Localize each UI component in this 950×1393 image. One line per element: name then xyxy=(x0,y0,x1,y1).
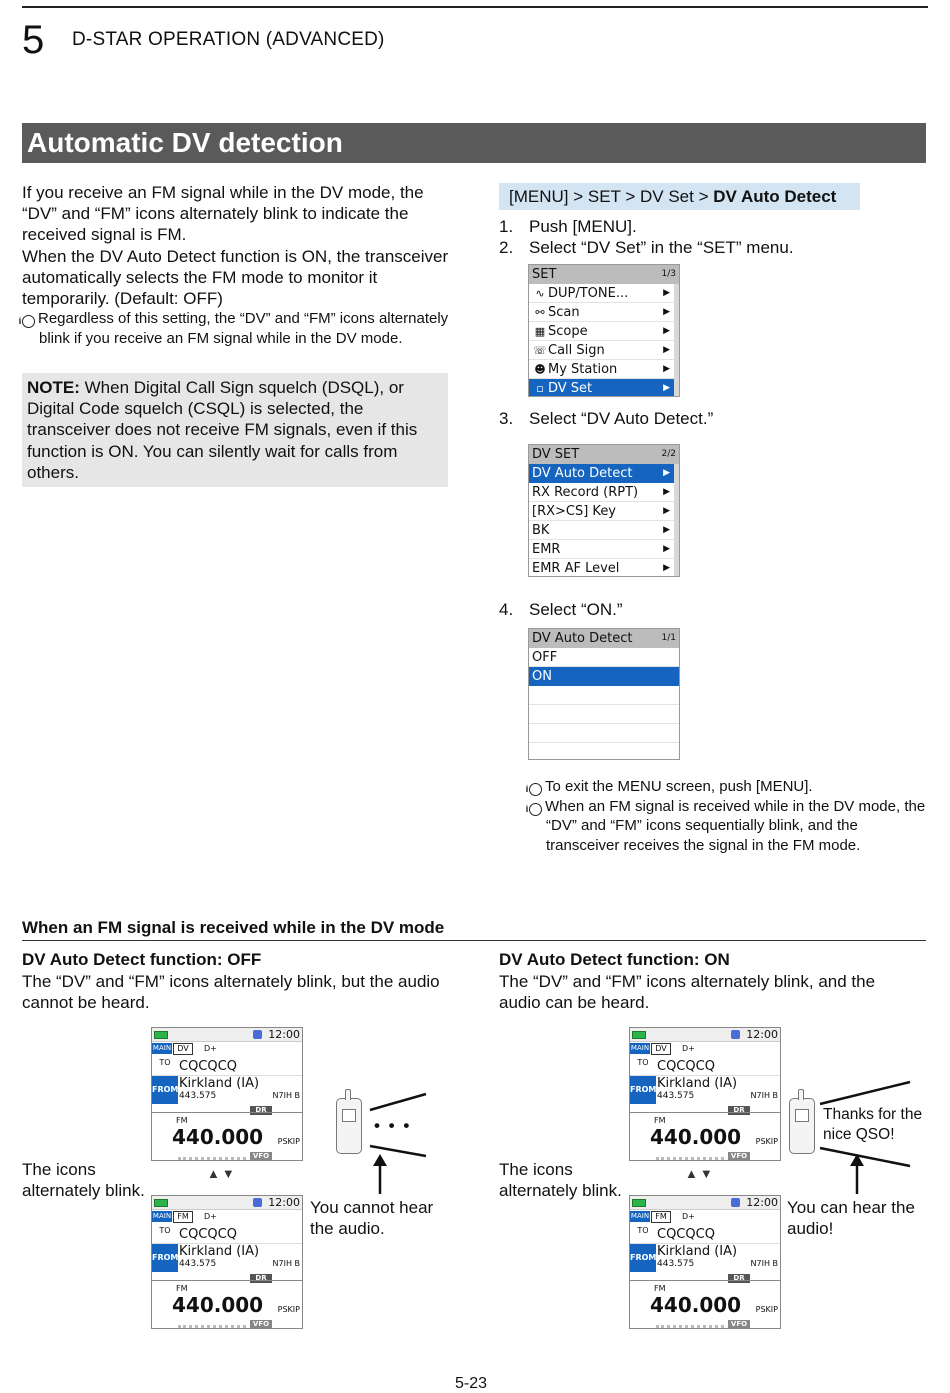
gps-icon xyxy=(731,1030,740,1039)
chapter-title: D-STAR OPERATION (ADVANCED) xyxy=(72,29,385,50)
screen-header: DV Auto Detect 1/1 xyxy=(529,629,679,648)
chevron-right-icon: ▶ xyxy=(663,525,670,535)
s-meter xyxy=(178,1325,246,1328)
to-call: CQCQCQ xyxy=(657,1059,715,1074)
gps-icon xyxy=(731,1198,740,1207)
intro-p2: When the DV Auto Detect function is ON, the transceiver automatically selects the FM mode to monitor it temporarily. (Default: OFF) xyxy=(22,246,449,309)
info-icon: i xyxy=(22,315,35,328)
binoculars-icon: ⚯ xyxy=(535,306,545,319)
mode-icon: DV xyxy=(173,1043,193,1055)
left-icons-label: The icons alternately blink. xyxy=(22,1160,145,1201)
handheld-transceiver-icon xyxy=(789,1098,815,1154)
from-freq: 443.575 xyxy=(657,1091,695,1101)
vfo-badge: VFO xyxy=(250,1152,272,1161)
vfo-badge: VFO xyxy=(728,1152,750,1161)
to-row xyxy=(630,1058,780,1076)
step-4: 4. Select “ON.” xyxy=(499,600,623,619)
call-sign-icon: ☏ xyxy=(533,344,547,357)
gps-icon xyxy=(253,1198,262,1207)
chevron-right-icon: ▶ xyxy=(663,345,670,355)
info-icon: i xyxy=(529,803,542,816)
battery-icon xyxy=(632,1199,646,1207)
dplus-indicator: D+ xyxy=(204,1212,217,1221)
pskip-indicator: PSKIP xyxy=(277,1137,300,1146)
menu-item-call-sign[interactable]: ☏Call Sign ▶ xyxy=(529,341,679,360)
dr-badge: DR xyxy=(728,1274,750,1283)
scrollbar[interactable] xyxy=(674,464,679,576)
step-3: 3. Select “DV Auto Detect.” xyxy=(499,409,714,428)
menu-item-rx-record[interactable]: RX Record (RPT) ▶ xyxy=(529,483,679,502)
to-label: TO xyxy=(637,1058,649,1067)
right-desc: The “DV” and “FM” icons alternately blink, and the audio can be heard. xyxy=(499,972,876,1013)
chevron-right-icon: ▶ xyxy=(663,506,670,516)
dv-icon: ▫ xyxy=(536,382,544,395)
silence-dots: • • • xyxy=(374,1116,412,1135)
menu-item-scope[interactable]: ▦ Scope ▶ xyxy=(529,322,679,341)
chevron-right-icon: ▶ xyxy=(663,383,670,393)
swap-arrows: ▲▼ xyxy=(685,1166,715,1181)
from-freq: 443.575 xyxy=(179,1259,217,1269)
mode-icon: FM xyxy=(651,1211,671,1223)
menu-item-my-station[interactable]: ☻ My Station ▶ xyxy=(529,360,679,379)
left-desc: The “DV” and “FM” icons alternately blink, but the audio cannot be heard. xyxy=(22,972,440,1013)
to-label: TO xyxy=(637,1226,649,1235)
sub-mode: FM xyxy=(654,1284,666,1293)
info-icon: i xyxy=(529,783,542,796)
section-title: When an FM signal is received while in the DV mode xyxy=(22,918,445,937)
from-name: Kirkland (IA) xyxy=(657,1076,738,1091)
intro-p1: If you receive an FM signal while in the DV mode, the “DV” and “FM” icons alternately blink to indicate the received signal is FM. xyxy=(22,183,424,245)
empty-row xyxy=(529,724,679,743)
vfo-badge: VFO xyxy=(728,1320,750,1329)
page-number: 5-23 xyxy=(455,1375,488,1392)
menu-item-emr-af-level[interactable]: EMR AF Level ▶ xyxy=(529,559,679,577)
gps-icon xyxy=(253,1030,262,1039)
mode-row xyxy=(630,1210,780,1226)
left-heading: DV Auto Detect function: OFF xyxy=(22,950,262,969)
sub-frequency: 440.000 xyxy=(650,1125,742,1149)
to-call: CQCQCQ xyxy=(179,1227,237,1242)
s-meter xyxy=(656,1157,724,1160)
sub-frequency: 440.000 xyxy=(172,1293,264,1317)
chevron-right-icon: ▶ xyxy=(663,307,670,317)
mode-row xyxy=(152,1210,302,1226)
status-bar xyxy=(152,1196,302,1210)
swap-arrows: ▲▼ xyxy=(207,1166,237,1181)
status-bar xyxy=(630,1196,780,1210)
right-caption: You can hear the audio! xyxy=(787,1198,915,1239)
battery-icon xyxy=(154,1199,168,1207)
scope-icon: ▦ xyxy=(534,325,546,338)
option-off[interactable]: OFF xyxy=(529,648,679,667)
dplus-indicator: D+ xyxy=(204,1044,217,1053)
radio-display-fm xyxy=(151,1195,303,1329)
from-callsign: N7IH B xyxy=(272,1091,300,1100)
mode-icon: DV xyxy=(651,1043,671,1055)
chapter-number: 5 xyxy=(22,18,45,62)
menu-path: [MENU] > SET > DV Set > DV Auto Detect xyxy=(499,183,860,210)
clock: 12:00 xyxy=(268,1196,300,1209)
dv-set-screen xyxy=(528,444,680,577)
tip-fm: i When an FM signal is received while in the DV mode, the “DV” and “FM” icons sequentially blink, and the transceiver receives the signal in the FM mode. xyxy=(525,797,926,854)
screen-header: DV SET 2/2 xyxy=(529,445,679,464)
right-heading: DV Auto Detect function: ON xyxy=(499,950,730,969)
dr-badge: DR xyxy=(250,1106,272,1115)
battery-icon xyxy=(632,1031,646,1039)
mode-row xyxy=(630,1042,780,1058)
sub-frequency: 440.000 xyxy=(172,1125,264,1149)
menu-item-bk[interactable]: BK ▶ xyxy=(529,521,679,540)
dr-badge: DR xyxy=(728,1106,750,1115)
from-freq: 443.575 xyxy=(179,1091,217,1101)
header-rule xyxy=(22,6,928,8)
from-row xyxy=(152,1076,302,1114)
mode-row xyxy=(152,1042,302,1058)
to-row xyxy=(152,1226,302,1244)
from-name: Kirkland (IA) xyxy=(179,1076,260,1091)
note-label: NOTE: xyxy=(27,378,80,397)
clock: 12:00 xyxy=(268,1028,300,1041)
dr-badge: DR xyxy=(250,1274,272,1283)
section-banner: Automatic DV detection xyxy=(22,123,926,163)
intro-text xyxy=(18,182,450,348)
to-row xyxy=(630,1226,780,1244)
handheld-transceiver-icon xyxy=(336,1098,362,1154)
note-text: When Digital Call Sign squelch (DSQL), or Digital Code squelch (CSQL) is selected, the transceiver does not receive FM signals, even if this function is ON. You can silently wait for calls from others. xyxy=(27,378,418,482)
chevron-right-icon: ▶ xyxy=(663,288,670,298)
arrow-up-icon xyxy=(847,1154,867,1194)
sub-mode: FM xyxy=(176,1284,188,1293)
scrollbar[interactable] xyxy=(674,284,679,396)
pskip-indicator: PSKIP xyxy=(755,1305,778,1314)
sub-band xyxy=(152,1280,302,1329)
pskip-indicator: PSKIP xyxy=(277,1305,300,1314)
note-box xyxy=(22,373,448,487)
tips xyxy=(525,777,929,855)
menu-item-dv-set[interactable]: ▫ DV Set ▶ xyxy=(529,379,679,397)
from-row xyxy=(630,1244,780,1282)
option-on[interactable]: ON xyxy=(529,667,679,686)
left-caption: You cannot hear the audio. xyxy=(310,1198,434,1239)
wave-icon: ∿ xyxy=(535,287,545,300)
menu-item-rx-cs-key[interactable]: [RX>CS] Key ▶ xyxy=(529,502,679,521)
pskip-indicator: PSKIP xyxy=(755,1137,778,1146)
section-rule xyxy=(22,940,926,941)
sub-frequency: 440.000 xyxy=(650,1293,742,1317)
mode-icon: FM xyxy=(173,1211,193,1223)
menu-item-dv-auto-detect[interactable]: DV Auto Detect ▶ xyxy=(529,464,679,483)
chevron-right-icon: ▶ xyxy=(663,544,670,554)
screen-header: SET 1/3 xyxy=(529,265,679,284)
main-badge: MAIN xyxy=(630,1044,650,1052)
dv-auto-detect-screen xyxy=(528,628,680,760)
tip-exit: i To exit the MENU screen, push [MENU]. xyxy=(525,778,813,795)
radio-display-fm xyxy=(629,1195,781,1329)
s-meter xyxy=(656,1325,724,1328)
menu-item-dup-tone[interactable]: ∿ DUP/TONE... ▶ xyxy=(529,284,679,303)
right-icons-label: The icons alternately blink. xyxy=(499,1160,622,1201)
dplus-indicator: D+ xyxy=(682,1212,695,1221)
speech-text: Thanks for the nice QSO! xyxy=(823,1106,923,1143)
step-2: 2. Select “DV Set” in the “SET” menu. xyxy=(499,238,794,257)
battery-icon xyxy=(154,1031,168,1039)
sub-band xyxy=(630,1112,780,1161)
to-label: TO xyxy=(159,1226,171,1235)
sub-band xyxy=(630,1280,780,1329)
intro-info: i Regardless of this setting, the “DV” and “FM” icons alternately blink if you receive an FM signal while in the DV mode. xyxy=(18,310,449,347)
s-meter xyxy=(178,1157,246,1160)
set-menu-screen xyxy=(528,264,680,397)
to-call: CQCQCQ xyxy=(179,1059,237,1074)
status-bar xyxy=(630,1028,780,1042)
sub-band xyxy=(152,1112,302,1161)
menu-item-scan[interactable]: ⚯ Scan ▶ xyxy=(529,303,679,322)
to-row xyxy=(152,1058,302,1076)
empty-row xyxy=(529,686,679,705)
from-freq: 443.575 xyxy=(657,1259,695,1269)
sub-mode: FM xyxy=(654,1116,666,1125)
from-row xyxy=(152,1244,302,1282)
dplus-indicator: D+ xyxy=(682,1044,695,1053)
from-label: FROM xyxy=(630,1244,656,1272)
main-badge: MAIN xyxy=(152,1212,172,1220)
chevron-right-icon: ▶ xyxy=(663,563,670,573)
main-badge: MAIN xyxy=(152,1044,172,1052)
chevron-right-icon: ▶ xyxy=(663,468,670,478)
from-row xyxy=(630,1076,780,1114)
from-callsign: N7IH B xyxy=(750,1091,778,1100)
person-icon: ☻ xyxy=(534,363,546,376)
sub-mode: FM xyxy=(176,1116,188,1125)
arrow-up-icon xyxy=(370,1154,390,1194)
chevron-right-icon: ▶ xyxy=(663,326,670,336)
empty-row xyxy=(529,705,679,724)
from-name: Kirkland (IA) xyxy=(179,1244,260,1259)
status-bar xyxy=(152,1028,302,1042)
to-call: CQCQCQ xyxy=(657,1227,715,1242)
to-label: TO xyxy=(159,1058,171,1067)
from-label: FROM xyxy=(630,1076,656,1104)
vfo-badge: VFO xyxy=(250,1320,272,1329)
radio-display-dv xyxy=(151,1027,303,1161)
from-label: FROM xyxy=(152,1244,178,1272)
clock: 12:00 xyxy=(746,1196,778,1209)
main-badge: MAIN xyxy=(630,1212,650,1220)
from-callsign: N7IH B xyxy=(750,1259,778,1268)
chevron-right-icon: ▶ xyxy=(663,487,670,497)
menu-item-emr[interactable]: EMR ▶ xyxy=(529,540,679,559)
from-label: FROM xyxy=(152,1076,178,1104)
radio-display-dv xyxy=(629,1027,781,1161)
from-callsign: N7IH B xyxy=(272,1259,300,1268)
from-name: Kirkland (IA) xyxy=(657,1244,738,1259)
step-1: 1. Push [MENU]. xyxy=(499,217,637,236)
clock: 12:00 xyxy=(746,1028,778,1041)
chevron-right-icon: ▶ xyxy=(663,364,670,374)
